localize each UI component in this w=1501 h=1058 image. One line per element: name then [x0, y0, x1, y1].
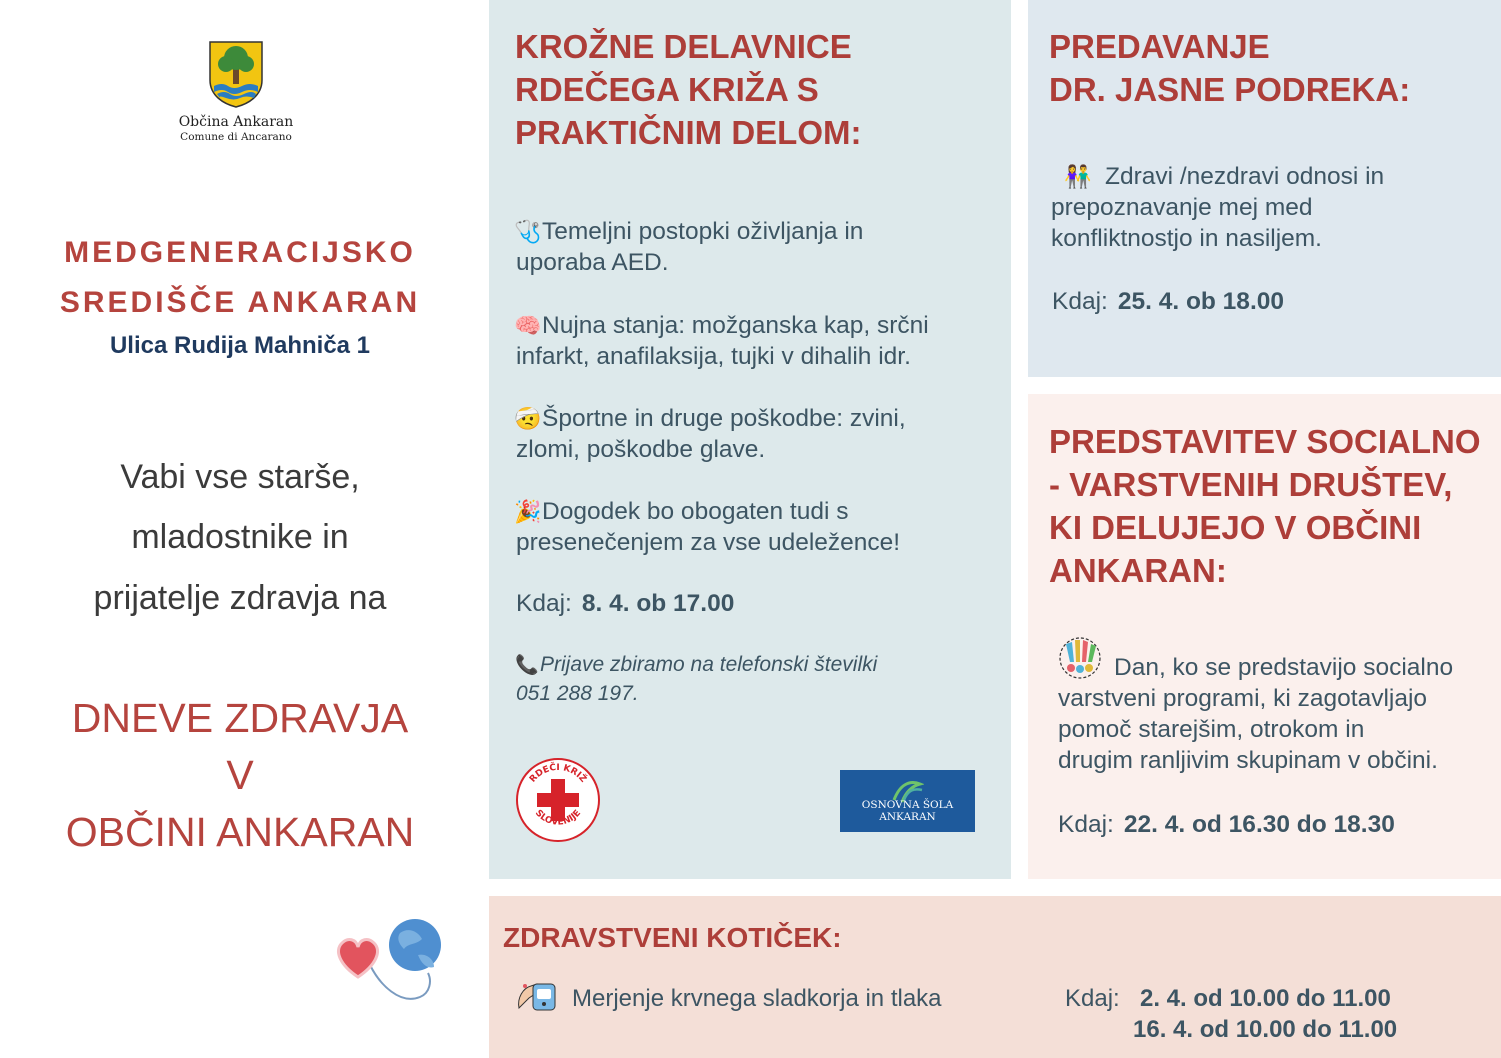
- zdravstveni-kdaj-value2: 16. 4. od 10.00 do 11.00: [1133, 1016, 1398, 1043]
- invite-line1: Vabi vse starše,: [120, 458, 360, 496]
- days-line3: OBČINI ANKARAN: [65, 809, 415, 855]
- glucose-meter-icon: [515, 978, 559, 1014]
- heart-globe-icon: [330, 915, 450, 1010]
- krozne-kdaj: Kdaj: 8. 4. ob 17.00: [516, 590, 735, 617]
- svg-text:RDEČI KRIŽ: RDEČI KRIŽ: [528, 762, 588, 785]
- logo-name-sl: Občina Ankaran: [178, 114, 294, 130]
- party-popper-icon: 🎉: [514, 499, 542, 524]
- center-title-line1: MEDGENERACIJSKO: [64, 236, 416, 269]
- days-line2: V: [226, 752, 254, 798]
- krozne-item-1: 🩺Temeljni postopki oživljanja in uporaba AED.: [514, 218, 864, 276]
- predstavitev-title: PREDSTAVITEV SOCIALNO - VARSTVENIH DRUŠTEV, KI DELUJEJO V OBČINI ANKARAN:: [1049, 423, 1481, 589]
- address: Ulica Rudija Mahniča 1: [109, 332, 371, 359]
- krozne-phone-note: 📞Prijave zbiramo na telefonski številki 051 288 197.: [515, 653, 878, 705]
- predavanje-kdaj: Kdaj: 25. 4. ob 18.00: [1052, 288, 1284, 315]
- injured-face-icon: 🤕: [514, 406, 542, 431]
- predavanje-title: PREDAVANJE DR. JASNE PODREKA:: [1049, 28, 1411, 108]
- municipality-logo: [160, 30, 312, 150]
- invite-line3: prijatelje zdravja na: [93, 579, 387, 617]
- school-name: OSNOVNA ŠOLA ANKARAN: [861, 799, 954, 823]
- predstavitev-kdaj: Kdaj: 22. 4. od 16.30 do 18.30: [1058, 811, 1395, 838]
- krozne-item-3: 🤕Športne in druge poškodbe: zvini, zlomi, poškodbe glave.: [514, 405, 906, 463]
- brain-icon: 🧠: [514, 313, 542, 338]
- predavanje-text: 👫 Zdravi /nezdravi odnosi in prepoznavanje mej med konfliktnostjo in nasiljem.: [1051, 163, 1385, 252]
- logo-name-it: Comune di Ancarano: [180, 131, 292, 143]
- red-cross-logo: [515, 757, 601, 843]
- zdravstveni-kdaj-value1: 2. 4. od 10.00 do 11.00: [1140, 985, 1391, 1012]
- svg-text:SLOVENIJE: SLOVENIJE: [532, 808, 584, 828]
- school-logo: [840, 770, 975, 832]
- coat-of-arms-icon: [208, 40, 264, 108]
- phone-icon: 📞: [515, 655, 539, 676]
- zdravstveni-kdaj-label: Kdaj:: [1065, 985, 1120, 1012]
- stethoscope-icon: 🩺: [514, 219, 542, 244]
- people-icon: 👫: [1064, 164, 1092, 189]
- krozne-title: KROŽNE DELAVNICE RDEČEGA KRIŽA S PRAKTIČNIM DELOM:: [515, 28, 862, 151]
- center-title-line2: SREDIŠČE ANKARAN: [59, 286, 421, 319]
- predstavitev-text: Dan, ko se predstavijo socialno varstveni programi, ki zagotavljajo pomoč starejšim, otrokom in drugim ranljivim skupinam v občini.: [1058, 654, 1454, 774]
- days-line1: DNEVE ZDRAVJA: [71, 695, 409, 741]
- invite-line2: mladostnike in: [131, 518, 349, 556]
- krozne-item-2: 🧠Nujna stanja: možganska kap, srčni infarkt, anafilaksija, tujki v dihalih idr.: [514, 312, 929, 370]
- zdravstveni-title: ZDRAVSTVENI KOTIČEK:: [503, 922, 842, 953]
- krozne-item-4: 🎉Dogodek bo obogaten tudi s presenečenjem za vse udeležence!: [514, 498, 901, 556]
- zdravstveni-text: Merjenje krvnega sladkorja in tlaka: [572, 985, 942, 1012]
